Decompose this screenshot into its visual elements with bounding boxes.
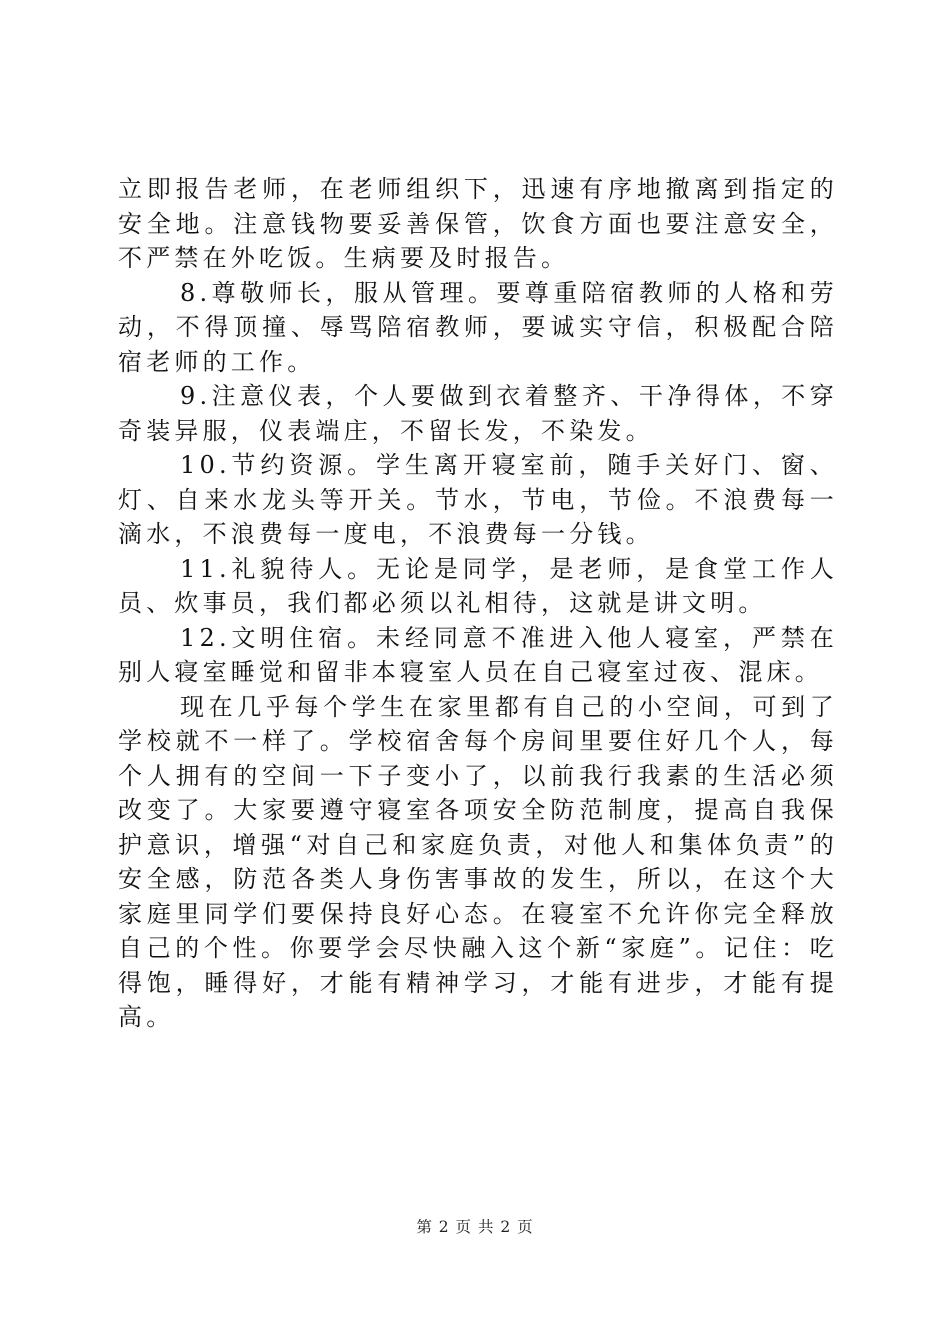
- page-footer: 第 2 页 共 2 页: [416, 1218, 534, 1236]
- paragraph-continuation: 立即报告老师，在老师组织下，迅速有序地撤离到指定的安全地。注意钱物要妥善保管，饮食方面也要注意安全，不严禁在外吃饭。生病要及时报告。: [118, 175, 838, 272]
- paragraph-rule-8: 8.尊敬师长，服从管理。要尊重陪宿教师的人格和劳动，不得顶撞、辱骂陪宿教师，要诚实守信，积极配合陪宿老师的工作。: [118, 278, 838, 376]
- paragraph-rule-10: 10.节约资源。学生离开寝室前，随手关好门、窗、灯、自来水龙头等开关。节水，节电，节俭。不浪费每一滴水，不浪费每一度电，不浪费每一分钱。: [118, 451, 838, 548]
- paragraph-rule-12: 12.文明住宿。未经同意不准进入他人寝室，严禁在别人寝室睡觉和留非本寝室人员在自己寝室过夜、混床。: [118, 623, 838, 686]
- paragraph-rule-9: 9.注意仪表，个人要做到衣着整齐、干净得体，不穿奇装异服，仪表端庄，不留长发，不染发。: [118, 382, 838, 445]
- document-body: [118, 172, 838, 1035]
- paragraph-closing: 现在几乎每个学生在家里都有自己的小空间，可到了学校就不一样了。学校宿舍每个房间里要住好几个人，每个人拥有的空间一下子变小了，以前我行我素的生活必须改变了。大家要遵守寝室各项安全防范制度，提高自我保护意识，增强“对自己和家庭负责，对他人和集体负责”的安全感，防范各类人身伤害事故的发生，所以，在这个大家庭里同学们要保持良好心态。在寝室不允许你完全释放自己的个性。你要学会尽快融入这个新“家庭”。记住：吃得饱，睡得好，才能有精神学习，才能有进步，才能有提高。: [118, 692, 838, 1031]
- paragraph-rule-11: 11.礼貌待人。无论是同学，是老师，是食堂工作人员、炊事员，我们都必须以礼相待，这就是讲文明。: [118, 554, 838, 617]
